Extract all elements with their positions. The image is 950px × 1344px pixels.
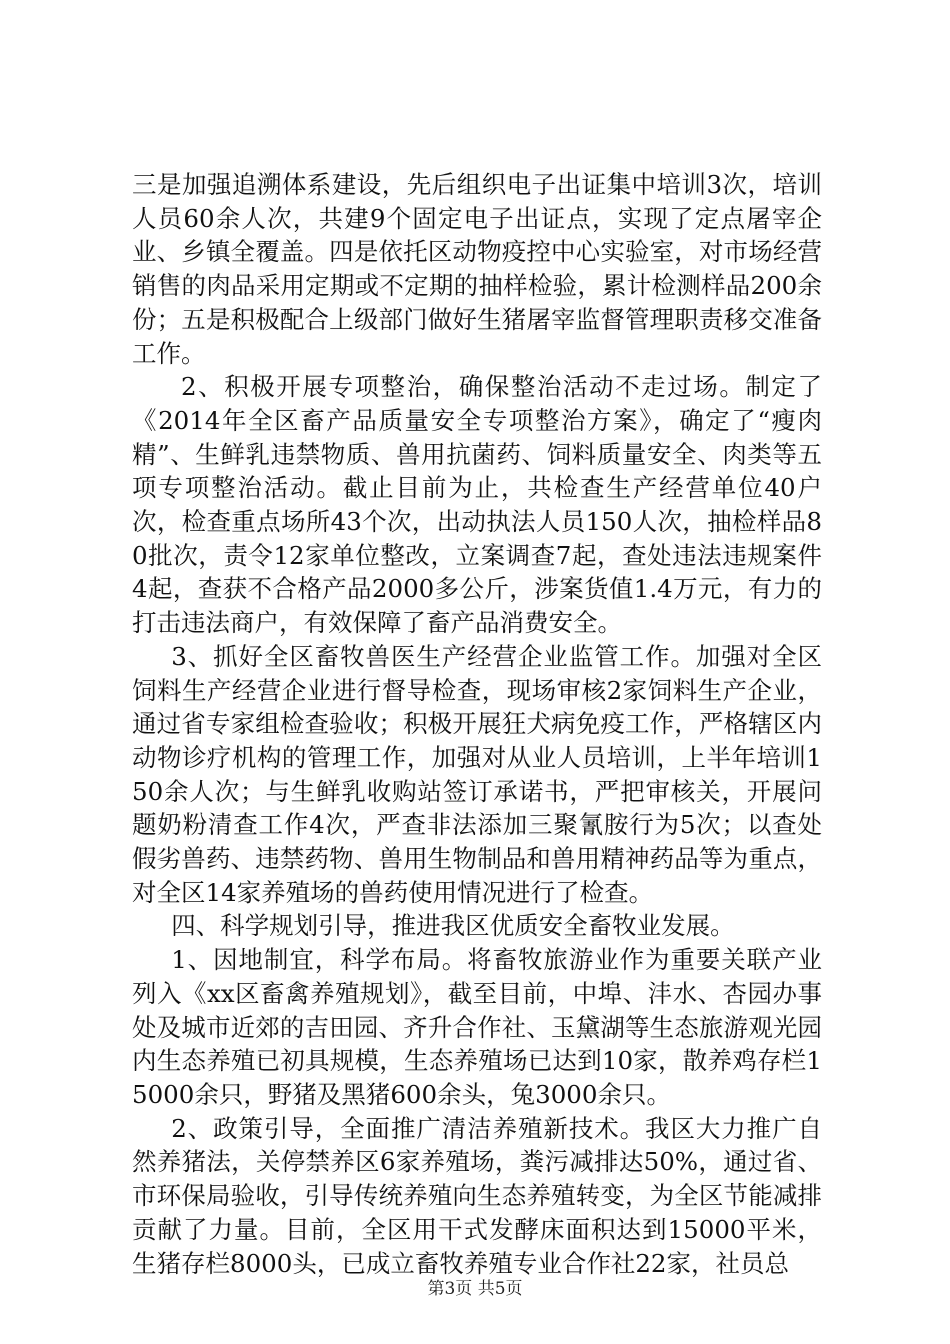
paragraph-special-rectification: 2、积极开展专项整治，确保整治活动不走过场。制定了《2014年全区畜产品质量安全专项整治方案》，确定了“瘦肉精”、生鲜乳违禁物质、兽用抗菌药、饲料质量安全、肉类等五项专项整治活动。截止目前为止，共检查生产经营单位40户次，检查重点场所43个次，出动执法人员150人次，抽检样品80批次，责令12家单位整改，立案调查7起，查处违法违规案件4起，查获不合格产品2000多公斤，涉案货值1.4万元，有力的打击违法商户，有效保障了畜产品消费安全。 (132, 372, 822, 638)
paragraph-policy-guidance: 2、政策引导，全面推广清洁养殖新技术。我区大力推广自然养猪法，关停禁养区6家养殖场，粪污减排达50%，通过省、市环保局验收，引导传统养殖向生态养殖转变，为全区节能减排贡献了力量。目前，全区用干式发酵床面积达到15000平米，生猪存栏8000头，已成立畜牧养殖专业合作社22家，社员总 (132, 1113, 822, 1278)
page-footer: 第3页 共5页 (427, 1279, 523, 1299)
paragraph-layout: 1、因地制宜，科学布局。将畜牧旅游业作为重要关联产业列入《xx区畜禽养殖规划》，截至目前，中埠、沣水、杏园办事处及城市近郊的吉田园、齐升合作社、玉黛湖等生态旅游观光园内生态养殖已初具规模，生态养殖场已达到10家，散养鸡存栏15000余只，野猪及黑猪600余头，兔3000余只。 (132, 945, 822, 1109)
document-body (132, 168, 822, 1280)
paragraph-traceability: 三是加强追溯体系建设，先后组织电子出证集中培训3次，培训人员60余人次，共建9个固定电子出证点，实现了定点屠宰企业、乡镇全覆盖。四是依托区动物疫控中心实验室，对市场经营销售的肉品采用定期或不定期的抽样检验，累计检测样品200余份；五是积极配合上级部门做好生猪屠宰监督管理职责移交准备工作。 (132, 170, 822, 368)
paragraph-enterprise-supervision: 3、抓好全区畜牧兽医生产经营企业监管工作。加强对全区饲料生产经营企业进行督导检查，现场审核2家饲料生产企业，通过省专家组检查验收；积极开展狂犬病免疫工作，严格辖区内动物诊疗机构的管理工作，加强对从业人员培训，上半年培训150余人次；与生鲜乳收购站签订承诺书，严把审核关，开展问题奶粉清查工作4次，严查非法添加三聚氰胺行为5次；以查处假劣兽药、违禁药物、兽用生物制品和兽用精神药品等为重点，对全区14家养殖场的兽药使用情况进行了检查。 (132, 641, 822, 907)
section-heading-planning: 四、科学规划引导，推进我区优质安全畜牧业发展。 (171, 911, 735, 941)
